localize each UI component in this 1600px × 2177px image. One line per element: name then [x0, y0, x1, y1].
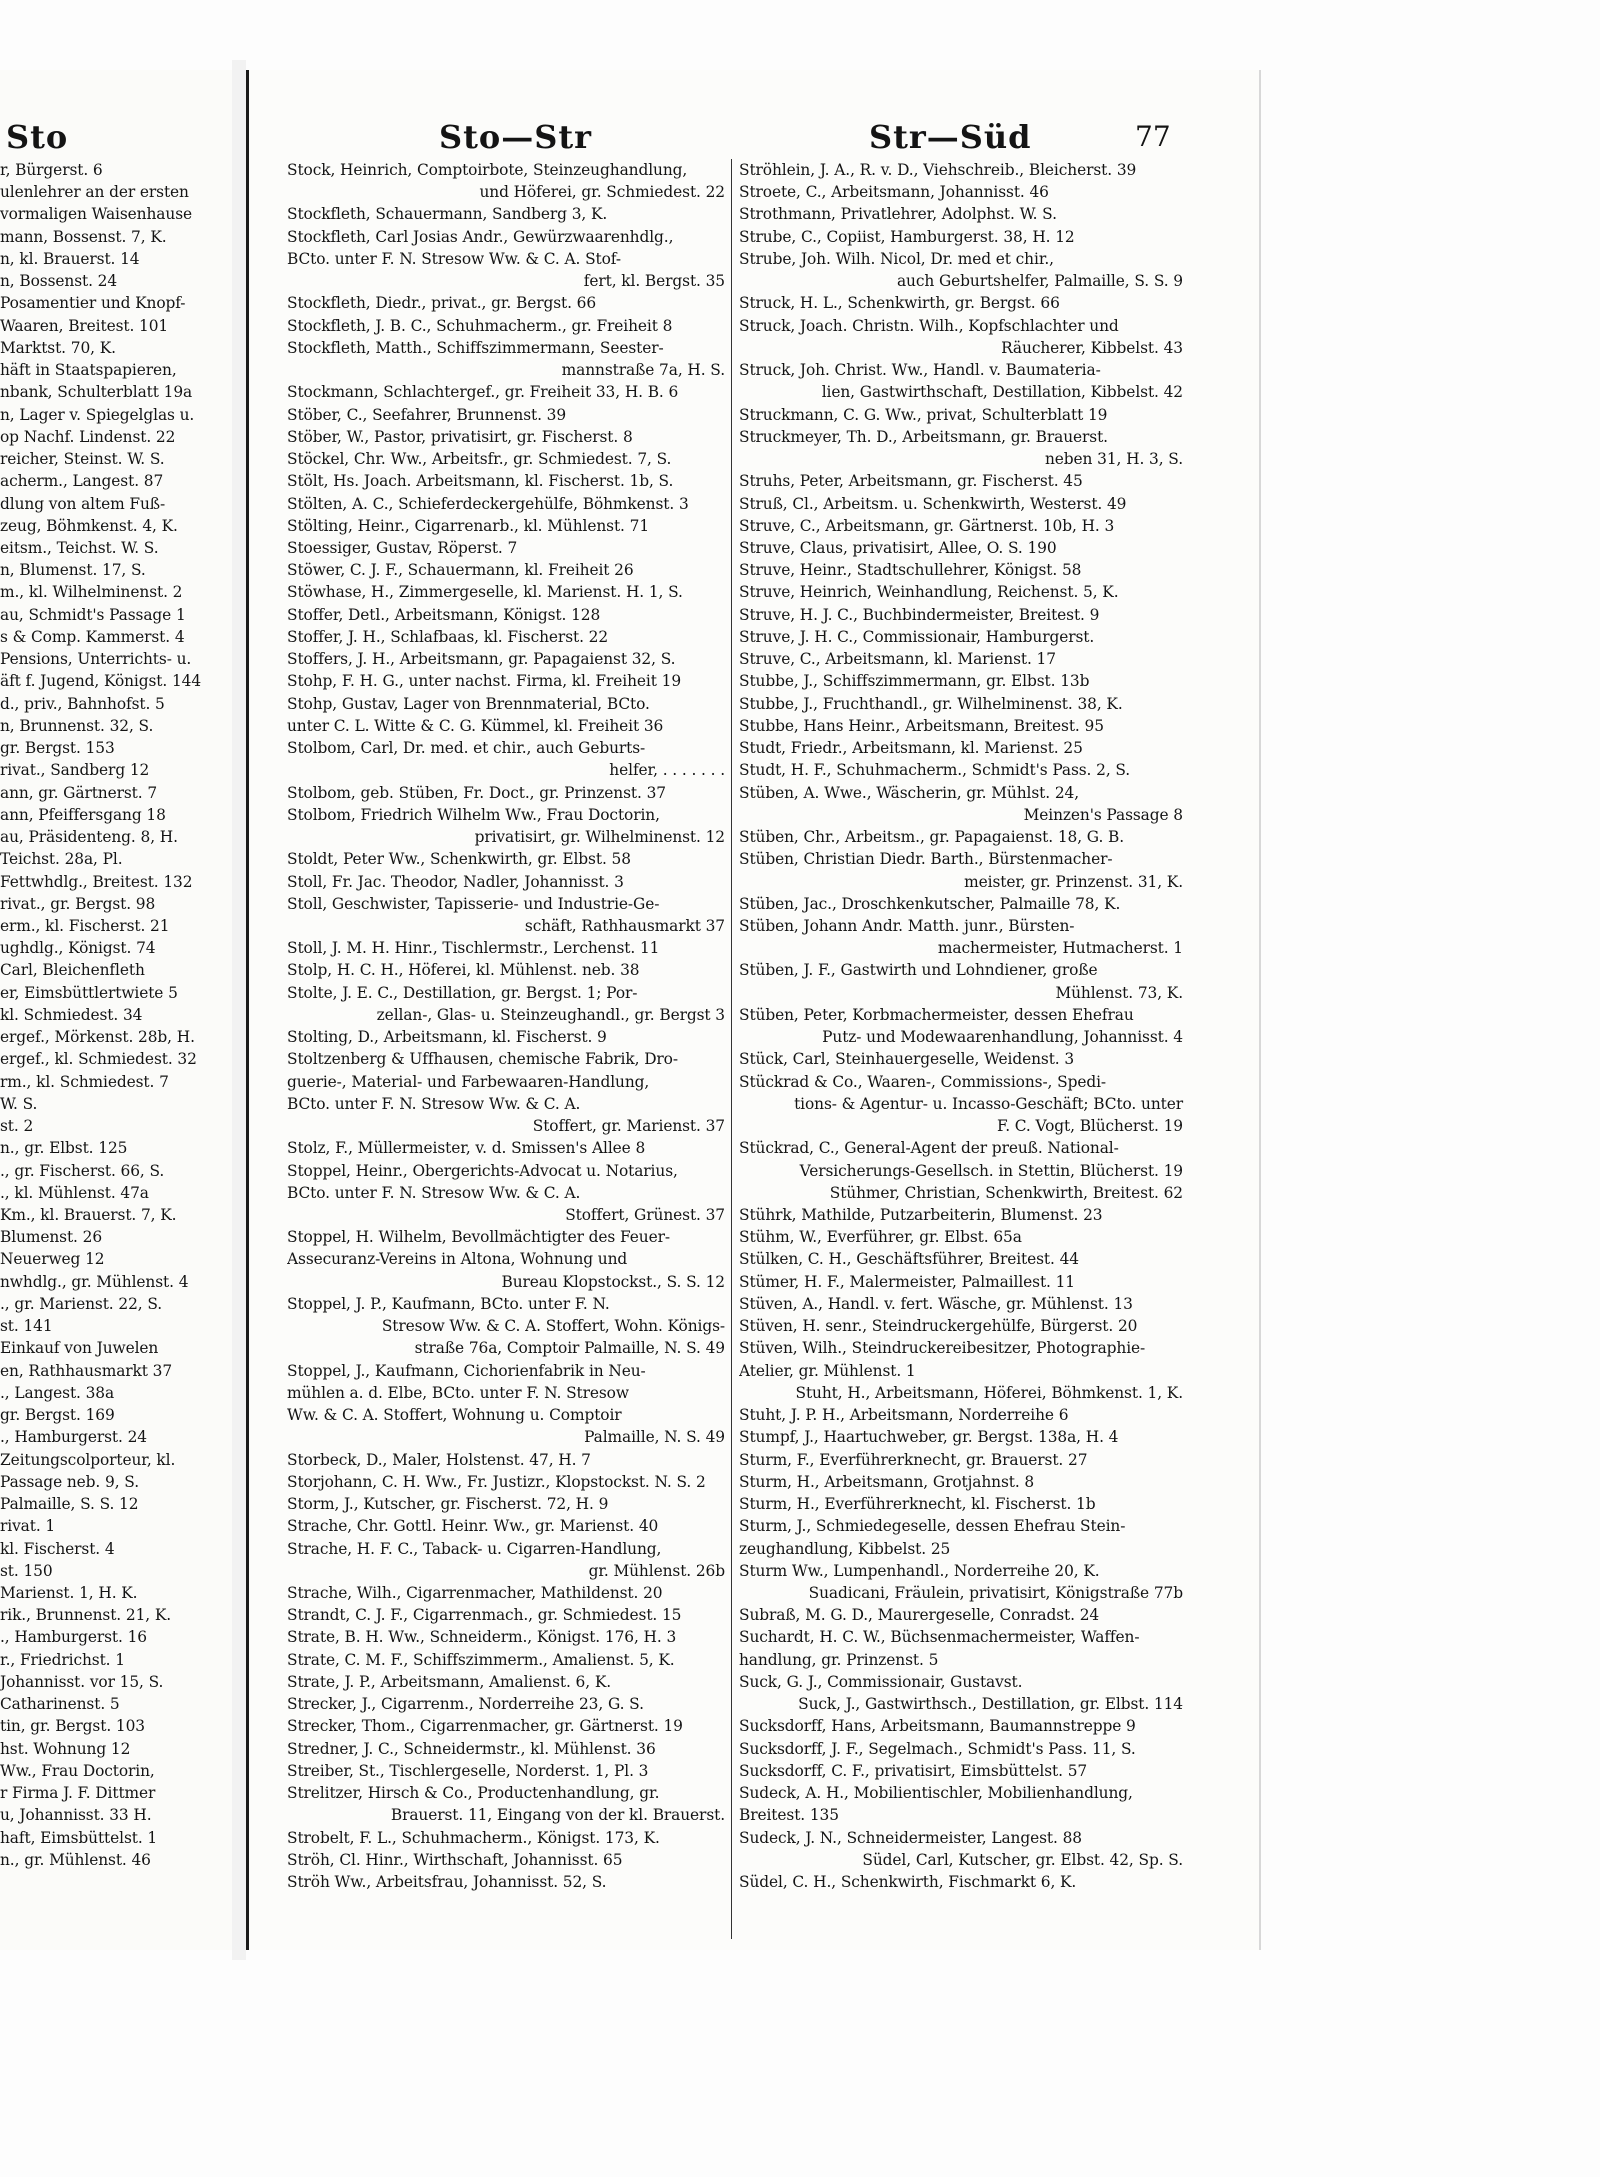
directory-entry: Ströh Ww., Arbeitsfrau, Johannisst. 52, S. — [287, 1873, 607, 1892]
directory-entry: handlung, gr. Prinzenst. 5 — [739, 1650, 939, 1669]
left-page-entry: vormaligen Waisenhause — [0, 205, 193, 224]
page-number: 77 — [1135, 120, 1171, 153]
directory-entry: Studt, H. F., Schuhmacherm., Schmidt's Pass. 2, S. — [739, 761, 1131, 780]
directory-entry: Stüben, A. Wwe., Wäscherin, gr. Mühlst. 24, — [739, 783, 1079, 802]
directory-entry: Suadicani, Fräulein, privatisirt, Königstraße 77b — [808, 1584, 1183, 1602]
directory-entry: und Höferei, gr. Schmiedest. 22 — [479, 183, 725, 202]
directory-entry: Subraß, M. G. D., Maurergeselle, Conradst. 24 — [739, 1606, 1100, 1625]
directory-entry: Stöckel, Chr. Ww., Arbeitsfr., gr. Schmiedest. 7, S. — [287, 450, 672, 469]
left-page-column — [0, 159, 226, 1939]
directory-entry: Sturm, H., Everführerknecht, kl. Fischerst. 1b — [739, 1495, 1096, 1514]
left-page-entry: reicher, Steinst. W. S. — [0, 450, 165, 469]
left-page-entry: n., gr. Mühlenst. 46 — [0, 1850, 151, 1869]
left-page-entry: häft in Staatspapieren, — [0, 361, 177, 380]
left-page-entry: äft f. Jugend, Königst. 144 — [0, 672, 202, 691]
left-page-entry: er, Eimsbüttlertwiete 5 — [0, 983, 178, 1002]
directory-entry: Stubbe, J., Schiffszimmermann, gr. Elbst. 13b — [739, 672, 1090, 691]
left-page-entry: op Nachf. Lindenst. 22 — [0, 427, 176, 446]
directory-entry: meister, gr. Prinzenst. 31, K. — [964, 872, 1183, 891]
directory-entry: Strothmann, Privatlehrer, Adolphst. W. S. — [739, 205, 1057, 224]
left-page-entry: ughdlg., Königst. 74 — [0, 939, 156, 958]
directory-entry: Stoppel, J. P., Kaufmann, BCto. unter F. N. — [287, 1294, 610, 1313]
left-page-entry: hst. Wohnung 12 — [0, 1739, 131, 1758]
left-page-entry: n, Lager v. Spiegelglas u. — [0, 405, 195, 424]
directory-column-left — [287, 159, 727, 1939]
left-page-entry: ., Hamburgerst. 16 — [0, 1628, 147, 1647]
left-page-entry: ergef., kl. Schmiedest. 32 — [0, 1050, 197, 1069]
directory-entry: privatisirt, gr. Wilhelminenst. 12 — [474, 828, 725, 847]
directory-entry: Strache, Wilh., Cigarrenmacher, Mathildenst. 20 — [287, 1584, 663, 1602]
directory-entry: Stubbe, J., Fruchthandl., gr. Wilhelminenst. 38, K. — [739, 694, 1123, 713]
directory-entry: neben 31, H. 3, S. — [1044, 450, 1183, 469]
directory-entry: Strube, Joh. Wilh. Nicol, Dr. med et chir., — [739, 249, 1054, 268]
directory-entry: Stredner, J. C., Schneidermstr., kl. Mühlenst. 36 — [287, 1739, 656, 1758]
directory-entry: Südel, C. H., Schenkwirth, Fischmarkt 6, K. — [739, 1873, 1077, 1892]
left-page-entry: erm., kl. Fischerst. 21 — [0, 916, 170, 935]
left-page-entry: Palmaille, S. S. 12 — [0, 1495, 139, 1514]
directory-entry: Storbeck, D., Maler, Holstenst. 47, H. 7 — [287, 1450, 591, 1469]
directory-entry: Sturm Ww., Lumpenhandl., Norderreihe 20, K. — [739, 1561, 1100, 1580]
directory-entry: Stockmann, Schlachtergef., gr. Freiheit 33, H. B. 6 — [287, 383, 679, 402]
directory-entry: Stoldt, Peter Ww., Schenkwirth, gr. Elbst. 58 — [287, 850, 631, 869]
directory-entry: Brauerst. 11, Eingang von der kl. Brauerst. — [390, 1806, 725, 1825]
directory-entry: Stockfleth, Carl Josias Andr., Gewürzwaarenhdlg., — [287, 227, 674, 246]
directory-entry: Struhs, Peter, Arbeitsmann, gr. Fischerst. 45 — [739, 472, 1083, 491]
directory-entry: Stühmer, Christian, Schenkwirth, Breitest. 62 — [829, 1183, 1183, 1202]
directory-entry: Stüben, Johann Andr. Matth. junr., Bürsten- — [739, 916, 1075, 935]
left-page-entry: rivat., Sandberg 12 — [0, 761, 150, 780]
directory-entry: Struck, Joh. Christ. Ww., Handl. v. Baumateria- — [739, 361, 1101, 380]
directory-entry: Stockfleth, Schauermann, Sandberg 3, K. — [287, 205, 608, 224]
right-page-header-left: Sto—Str — [439, 118, 592, 156]
directory-entry: Sturm, F., Everführerknecht, gr. Brauerst. 27 — [739, 1450, 1088, 1469]
directory-entry: Stühm, W., Everführer, gr. Elbst. 65a — [739, 1228, 1022, 1247]
directory-entry: Stück, Carl, Steinhauergeselle, Weidenst. 3 — [739, 1050, 1075, 1069]
directory-entry: Strache, H. F. C., Taback- u. Cigarren-Handlung, — [287, 1539, 662, 1558]
directory-entry: Stoppel, J., Kaufmann, Cichorienfabrik in Neu- — [287, 1361, 646, 1380]
right-page-header-right: Str—Süd — [869, 118, 1032, 156]
directory-entry: Atelier, gr. Mühlenst. 1 — [739, 1361, 916, 1380]
directory-entry: Stöber, W., Pastor, privatisirt, gr. Fischerst. 8 — [287, 427, 633, 446]
left-page-entry: nwhdlg., gr. Mühlenst. 4 — [0, 1272, 189, 1291]
left-page-entry: r, Bürgerst. 6 — [0, 161, 103, 179]
left-page-entry: Km., kl. Brauerst. 7, K. — [0, 1206, 177, 1225]
left-page-entry: st. 150 — [0, 1561, 53, 1580]
left-page-entry: Einkauf von Juwelen — [0, 1339, 159, 1358]
left-page-entry: Ww., Frau Doctorin, — [0, 1761, 155, 1780]
directory-entry: Sucksdorff, Hans, Arbeitsmann, Baumannstreppe 9 — [739, 1717, 1136, 1736]
left-page-entry: nbank, Schulterblatt 19a — [0, 383, 193, 402]
left-page-entry: n, kl. Brauerst. 14 — [0, 249, 140, 268]
directory-entry: straße 76a, Comptoir Palmaille, N. S. 49 — [414, 1339, 725, 1358]
left-page-entry: acherm., Langest. 87 — [0, 472, 164, 491]
left-page-entry: Carl, Bleichenfleth — [0, 961, 145, 980]
directory-entry: helfer, . . . . . . . — [609, 761, 725, 780]
directory-entry: Strate, B. H. Ww., Schneiderm., Königst. 176, H. 3 — [287, 1628, 677, 1647]
directory-entry: Storjohann, C. H. Ww., Fr. Justizr., Klopstockst. N. S. 2 — [287, 1472, 706, 1491]
left-page-entry: gr. Bergst. 153 — [0, 739, 115, 758]
directory-entry: Strecker, Thom., Cigarrenmacher, gr. Gärtnerst. 19 — [287, 1717, 683, 1736]
left-page-entry: Teichst. 28a, Pl. — [0, 850, 123, 869]
directory-entry: Stoll, J. M. H. Hinr., Tischlermstr., Lerchenst. 11 — [287, 939, 660, 958]
directory-entry: Stolz, F., Müllermeister, v. d. Smissen's Allee 8 — [287, 1139, 646, 1158]
directory-entry: Stoffers, J. H., Arbeitsmann, gr. Papagaienst 32, S. — [287, 650, 676, 669]
left-page-entry: ergef., Mörkenst. 28b, H. — [0, 1028, 195, 1047]
directory-entry: F. C. Vogt, Blücherst. 19 — [997, 1117, 1183, 1136]
directory-entry: Bureau Klopstockst., S. S. 12 — [501, 1272, 725, 1291]
directory-entry: schäft, Rathhausmarkt 37 — [524, 916, 725, 935]
directory-entry: machermeister, Hutmacherst. 1 — [937, 939, 1183, 958]
directory-entry: Stöwhase, H., Zimmergeselle, kl. Marienst. H. 1, S. — [287, 583, 683, 602]
left-page-entry: Passage neb. 9, S. — [0, 1472, 139, 1491]
directory-entry: auch Geburtshelfer, Palmaille, S. S. 9 — [896, 272, 1183, 291]
directory-entry: Strecker, J., Cigarrenm., Norderreihe 23, G. S. — [287, 1695, 644, 1714]
left-page-entry: d., priv., Bahnhofst. 5 — [0, 694, 165, 713]
left-page-entry: r Firma J. F. Dittmer — [0, 1784, 156, 1803]
left-page-entry: ulenlehrer an der ersten — [0, 183, 189, 202]
directory-entry: Stockfleth, Matth., Schiffszimmermann, Seester- — [287, 338, 664, 357]
directory-entry: Stüben, Christian Diedr. Barth., Bürstenmacher- — [739, 850, 1113, 869]
directory-entry: Streiber, St., Tischlergeselle, Norderst. 1, Pl. 3 — [287, 1761, 649, 1780]
left-page-entry: Zeitungscolporteur, kl. — [0, 1450, 176, 1469]
left-page-entry: W. S. — [0, 1094, 38, 1113]
directory-entry: Stoffert, gr. Marienst. 37 — [532, 1117, 725, 1136]
directory-entry: Räucherer, Kibbelst. 43 — [1001, 338, 1183, 357]
directory-entry: guerie-, Material- und Farbewaaren-Handlung, — [287, 1072, 650, 1091]
left-page-entry: Waaren, Breitest. 101 — [0, 316, 169, 335]
left-page-entry: Johannisst. vor 15, S. — [0, 1672, 164, 1691]
directory-entry: Stoessiger, Gustav, Röperst. 7 — [287, 538, 518, 557]
left-page-entry: Posamentier und Knopf- — [0, 294, 186, 313]
directory-entry: Strate, C. M. F., Schiffszimmerm., Amalienst. 5, K. — [287, 1650, 675, 1669]
directory-entry: Strate, J. P., Arbeitsmann, Amalienst. 6, K. — [287, 1672, 612, 1691]
directory-entry: Stüben, Peter, Korbmachermeister, dessen Ehefrau — [739, 1005, 1134, 1024]
directory-entry: Stuht, H., Arbeitsmann, Höferei, Böhmkenst. 1, K. — [795, 1383, 1183, 1402]
directory-entry: Stoltzenberg & Uffhausen, chemische Fabrik, Dro- — [287, 1050, 678, 1069]
left-page-entry: ann, Pfeiffersgang 18 — [0, 805, 166, 824]
left-page-entry: r., Friedrichst. 1 — [0, 1650, 125, 1669]
directory-entry: gr. Mühlenst. 26b — [588, 1561, 725, 1580]
left-page-entry: rik., Brunnenst. 21, K. — [0, 1606, 172, 1625]
directory-entry: Stolte, J. E. C., Destillation, gr. Bergst. 1; Por- — [287, 983, 638, 1002]
directory-entry: Struve, Heinr., Stadtschullehrer, Königst. 58 — [739, 561, 1082, 580]
left-page-header: Sto — [6, 118, 69, 156]
directory-entry: Stohp, F. H. G., unter nachst. Firma, kl. Freiheit 19 — [287, 672, 682, 691]
directory-entry: Struck, H. L., Schenkwirth, gr. Bergst. 66 — [739, 294, 1060, 313]
left-page-entry: dlung von altem Fuß- — [0, 494, 166, 513]
directory-entry: Stüven, H. senr., Steindruckergehülfe, Bürgerst. 20 — [739, 1317, 1138, 1336]
directory-entry: Stresow Ww. & C. A. Stoffert, Wohn. Königs- — [381, 1317, 725, 1336]
directory-entry: Stöber, C., Seefahrer, Brunnenst. 39 — [287, 405, 567, 424]
left-page-entry: tin, gr. Bergst. 103 — [0, 1717, 145, 1736]
directory-entry: Stroete, C., Arbeitsmann, Johannisst. 46 — [739, 183, 1049, 202]
directory-entry: Studt, Friedr., Arbeitsmann, kl. Marienst. 25 — [739, 739, 1083, 758]
left-page-entry: eitsm., Teichst. W. S. — [0, 538, 159, 557]
left-page-entry: haft, Eimsbüttelst. 1 — [0, 1828, 158, 1847]
directory-entry: Stölting, Heinr., Cigarrenarb., kl. Mühlenst. 71 — [287, 516, 650, 535]
directory-entry: Strandt, C. J. F., Cigarrenmach., gr. Schmiedest. 15 — [287, 1606, 682, 1625]
directory-entry: Struß, Cl., Arbeitsm. u. Schenkwirth, Westerst. 49 — [739, 494, 1127, 513]
directory-entry: Stüven, Wilh., Steindruckereibesitzer, Photographie- — [739, 1339, 1146, 1358]
directory-entry: Stüben, Chr., Arbeitsm., gr. Papagaienst. 18, G. B. — [739, 828, 1125, 847]
directory-entry: Stolbom, geb. Stüben, Fr. Doct., gr. Prinzenst. 37 — [287, 783, 666, 802]
directory-entry: Stülken, C. H., Geschäftsführer, Breitest. 44 — [739, 1250, 1079, 1269]
left-page-entry: ., Hamburgerst. 24 — [0, 1428, 147, 1447]
directory-entry: Meinzen's Passage 8 — [1023, 805, 1183, 824]
directory-entry: Sturm, H., Arbeitsmann, Grotjahnst. 8 — [739, 1472, 1035, 1491]
right-page — [246, 70, 1261, 1950]
directory-entry: Stockfleth, J. B. C., Schuhmacherm., gr. Freiheit 8 — [287, 316, 673, 335]
left-page-entry: mann, Bossenst. 7, K. — [0, 227, 167, 246]
left-page-entry: s & Comp. Kammerst. 4 — [0, 627, 185, 646]
directory-entry: Stölten, A. C., Schieferdeckergehülfe, Böhmkenst. 3 — [287, 494, 689, 513]
left-page-entry: kl. Schmiedest. 34 — [0, 1005, 143, 1024]
directory-entry: Stührk, Mathilde, Putzarbeiterin, Blumenst. 23 — [739, 1206, 1103, 1225]
directory-entry: Assecuranz-Vereins in Altona, Wohnung und — [287, 1250, 628, 1269]
left-page-entry: n, Blumenst. 17, S. — [0, 561, 146, 580]
left-page-entry: st. 141 — [0, 1317, 53, 1336]
left-page-entry: n., gr. Elbst. 125 — [0, 1139, 128, 1158]
column-divider — [731, 159, 732, 1939]
left-page-entry: Pensions, Unterrichts- u. — [0, 650, 192, 669]
directory-entry: Stockfleth, Diedr., privat., gr. Bergst. 66 — [287, 294, 597, 313]
directory-entry: tions- & Agentur- u. Incasso-Geschäft; BCto. unter — [794, 1094, 1183, 1113]
directory-entry: Struckmann, C. G. Ww., privat, Schulterblatt 19 — [739, 405, 1108, 424]
directory-entry: Stohp, Gustav, Lager von Brennmaterial, BCto. — [287, 694, 650, 713]
directory-entry: Ww. & C. A. Stoffert, Wohnung u. Comptoir — [287, 1406, 622, 1425]
directory-entry: Struve, Heinrich, Weinhandlung, Reichenst. 5, K. — [739, 583, 1119, 602]
directory-entry: Stüben, J. F., Gastwirth und Lohndiener, große — [739, 961, 1098, 980]
directory-entry: Stolbom, Friedrich Wilhelm Ww., Frau Doctorin, — [287, 805, 660, 824]
left-page-entry: rivat. 1 — [0, 1517, 56, 1536]
directory-entry: Struckmeyer, Th. D., Arbeitsmann, gr. Brauerst. — [739, 427, 1108, 446]
directory-entry: Stoppel, Heinr., Obergerichts-Advocat u. Notarius, — [287, 1161, 678, 1180]
left-page-entry: ., gr. Fischerst. 66, S. — [0, 1161, 165, 1180]
directory-entry: Stoll, Fr. Jac. Theodor, Nadler, Johannisst. 3 — [287, 872, 624, 891]
directory-entry: Stoll, Geschwister, Tapisserie- und Industrie-Ge- — [287, 894, 660, 913]
left-page-entry: n, Brunnenst. 32, S. — [0, 716, 154, 735]
directory-entry: Struve, C., Arbeitsmann, kl. Marienst. 17 — [739, 650, 1056, 669]
left-page-entry: ., gr. Marienst. 22, S. — [0, 1294, 163, 1313]
left-page-entry: m., kl. Wilhelminenst. 2 — [0, 583, 183, 602]
directory-entry: Sucksdorff, J. F., Segelmach., Schmidt's Pass. 11, S. — [739, 1739, 1136, 1758]
directory-entry: Stölt, Hs. Joach. Arbeitsmann, kl. Fischerst. 1b, S. — [287, 472, 674, 491]
directory-entry: Strelitzer, Hirsch & Co., Productenhandlung, gr. — [287, 1784, 660, 1803]
directory-entry: Stoppel, H. Wilhelm, Bevollmächtigter des Feuer- — [287, 1228, 670, 1247]
directory-entry: Stubbe, Hans Heinr., Arbeitsmann, Breitest. 95 — [739, 716, 1104, 735]
left-page-entry: ., kl. Mühlenst. 47a — [0, 1183, 149, 1202]
directory-entry: Stöwer, C. J. F., Schauermann, kl. Freiheit 26 — [287, 561, 634, 580]
directory-entry: mühlen a. d. Elbe, BCto. unter F. N. Stresow — [287, 1383, 629, 1402]
directory-entry: Stock, Heinrich, Comptoirbote, Steinzeughandlung, — [287, 161, 688, 179]
directory-entry: Stoffer, J. H., Schlafbaas, kl. Fischerst. 22 — [287, 627, 609, 646]
directory-entry: BCto. unter F. N. Stresow Ww. & C. A. — [287, 1183, 581, 1202]
directory-entry: Stüben, Jac., Droschkenkutscher, Palmaille 78, K. — [739, 894, 1121, 913]
directory-entry: Struve, J. H. C., Commissionair, Hamburgerst. — [739, 627, 1095, 646]
directory-entry: Stumpf, J., Haartuchweber, gr. Bergst. 138a, H. 4 — [739, 1428, 1119, 1447]
left-page-entry: Neuerweg 12 — [0, 1250, 105, 1269]
directory-entry: Strube, C., Copiist, Hamburgerst. 38, H. 12 — [739, 227, 1075, 246]
left-page-entry: Fettwhdlg., Breitest. 132 — [0, 872, 193, 891]
directory-entry: Struve, Claus, privatisirt, Allee, O. S. 190 — [739, 538, 1057, 557]
directory-entry: Südel, Carl, Kutscher, gr. Elbst. 42, Sp. S. — [862, 1850, 1183, 1869]
directory-entry: zeughandlung, Kibbelst. 25 — [739, 1539, 951, 1558]
directory-entry: Sudeck, A. H., Mobilientischler, Mobilienhandlung, — [739, 1784, 1133, 1803]
directory-entry: Suchardt, H. C. W., Büchsenmachermeister, Waffen- — [739, 1628, 1140, 1647]
directory-entry: Stolting, D., Arbeitsmann, kl. Fischerst. 9 — [287, 1028, 607, 1047]
left-page-entry: rm., kl. Schmiedest. 7 — [0, 1072, 169, 1091]
directory-entry: Sudeck, J. N., Schneidermeister, Langest. 88 — [739, 1828, 1082, 1847]
directory-entry: Sucksdorff, C. F., privatisirt, Eimsbüttelst. 57 — [739, 1761, 1088, 1780]
directory-entry: Stolbom, Carl, Dr. med. et chir., auch Geburts- — [287, 739, 646, 758]
directory-entry: Breitest. 135 — [739, 1806, 839, 1825]
left-page-entry: st. 2 — [0, 1117, 34, 1136]
left-page-entry: rivat., gr. Bergst. 98 — [0, 894, 156, 913]
directory-entry: Versicherungs-Gesellsch. in Stettin, Blücherst. 19 — [799, 1161, 1183, 1180]
left-page-entry: gr. Bergst. 169 — [0, 1406, 115, 1425]
directory-entry: Struve, C., Arbeitsmann, gr. Gärtnerst. 10b, H. 3 — [739, 516, 1115, 535]
left-page-entry: en, Rathhausmarkt 37 — [0, 1361, 173, 1380]
directory-entry: Putz- und Modewaarenhandlung, Johannisst. 4 — [822, 1028, 1183, 1047]
directory-entry: Stoffer, Detl., Arbeitsmann, Königst. 128 — [287, 605, 601, 624]
directory-entry: fert, kl. Bergst. 35 — [583, 272, 725, 291]
left-page-entry: zeug, Böhmkenst. 4, K. — [0, 516, 178, 535]
left-page-entry: ann, gr. Gärtnerst. 7 — [0, 783, 158, 802]
left-page-entry: ., Langest. 38a — [0, 1383, 115, 1402]
left-page-entry: kl. Fischerst. 4 — [0, 1539, 115, 1558]
directory-entry: Mühlenst. 73, K. — [1055, 983, 1183, 1002]
directory-entry: mannstraße 7a, H. S. — [561, 361, 725, 380]
directory-entry: Sturm, J., Schmiedegeselle, dessen Ehefrau Stein- — [739, 1517, 1126, 1536]
directory-entry: BCto. unter F. N. Stresow Ww. & C. A. Stof- — [287, 249, 621, 268]
directory-entry: Struck, Joach. Christn. Wilh., Kopfschlachter und — [739, 316, 1119, 335]
directory-entry: Suck, J., Gastwirthsch., Destillation, gr. Elbst. 114 — [798, 1695, 1183, 1714]
left-page-entry: Marienst. 1, H. K. — [0, 1584, 138, 1602]
left-page-entry: au, Schmidt's Passage 1 — [0, 605, 186, 624]
directory-entry: Palmaille, N. S. 49 — [584, 1428, 725, 1447]
directory-entry: BCto. unter F. N. Stresow Ww. & C. A. — [287, 1094, 581, 1113]
directory-entry: Stuht, J. P. H., Arbeitsmann, Norderreihe 6 — [739, 1406, 1069, 1425]
directory-entry: Stümer, H. F., Malermeister, Palmaillest. 11 — [739, 1272, 1076, 1291]
left-page-entry: au, Präsidenteng. 8, H. — [0, 828, 178, 847]
directory-entry: Ströh, Cl. Hinr., Wirthschaft, Johannisst. 65 — [287, 1850, 623, 1869]
directory-entry: Stückrad, C., General-Agent der preuß. National- — [739, 1139, 1119, 1158]
directory-entry: unter C. L. Witte & C. G. Kümmel, kl. Freiheit 36 — [287, 716, 664, 735]
directory-entry: Stolp, H. C. H., Höferei, kl. Mühlenst. neb. 38 — [287, 961, 640, 980]
directory-entry: lien, Gastwirthschaft, Destillation, Kibbelst. 42 — [821, 383, 1183, 402]
directory-entry: Strache, Chr. Gottl. Heinr. Ww., gr. Marienst. 40 — [287, 1517, 659, 1536]
directory-entry: Strobelt, F. L., Schuhmacherm., Königst. 173, K. — [287, 1828, 660, 1847]
left-page-entry: Marktst. 70, K. — [0, 338, 116, 357]
directory-entry: Stoffert, Grünest. 37 — [565, 1206, 725, 1225]
directory-column-right — [739, 159, 1185, 1939]
directory-entry: Ströhlein, J. A., R. v. D., Viehschreib., Bleicherst. 39 — [739, 161, 1137, 179]
left-page-entry: Blumenst. 26 — [0, 1228, 103, 1247]
left-page — [0, 70, 235, 1950]
book-gutter — [232, 60, 246, 1960]
left-page-entry: n, Bossenst. 24 — [0, 272, 118, 291]
left-page-entry: u, Johannisst. 33 H. — [0, 1806, 152, 1825]
directory-entry: zellan-, Glas- u. Steinzeughandl., gr. Bergst 3 — [376, 1005, 725, 1024]
directory-entry: Stüven, A., Handl. v. fert. Wäsche, gr. Mühlenst. 13 — [739, 1294, 1133, 1313]
directory-entry: Storm, J., Kutscher, gr. Fischerst. 72, H. 9 — [287, 1495, 609, 1514]
directory-entry: Stückrad & Co., Waaren-, Commissions-, Spedi- — [739, 1072, 1107, 1091]
directory-entry: Struve, H. J. C., Buchbindermeister, Breitest. 9 — [739, 605, 1100, 624]
left-page-entry: Catharinenst. 5 — [0, 1695, 120, 1714]
directory-entry: Suck, G. J., Commissionair, Gustavst. — [739, 1672, 1023, 1691]
